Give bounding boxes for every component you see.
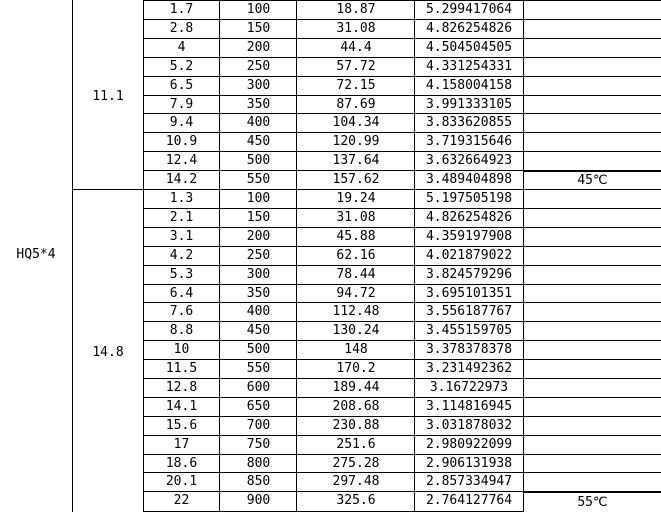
power-cell[interactable]: 104.34 (332, 115, 380, 130)
efficiency-cell[interactable]: 3.16722973 (429, 380, 509, 395)
power-cell[interactable]: 87.69 (336, 97, 376, 112)
speed-cell[interactable]: 800 (246, 456, 271, 471)
current-cell[interactable]: 9.4 (169, 115, 194, 130)
table-row (144, 189, 661, 208)
speed-cell[interactable]: 150 (246, 21, 271, 36)
power-cell[interactable]: 45.88 (336, 229, 376, 244)
current-cell[interactable]: 1.3 (169, 191, 194, 206)
current-cell[interactable]: 3.1 (169, 229, 194, 244)
table-row (144, 397, 661, 416)
current-cell[interactable]: 5.3 (169, 267, 194, 282)
table-row (144, 132, 661, 151)
temperature-note-group-2[interactable]: 55℃ (577, 495, 608, 510)
border-col-a (72, 0, 73, 512)
table-row (144, 472, 661, 491)
voltage-cell-group-2[interactable]: 14.8 (92, 345, 124, 360)
power-cell[interactable]: 112.48 (332, 304, 380, 319)
efficiency-cell[interactable]: 4.331254331 (425, 59, 513, 74)
power-cell[interactable]: 157.62 (332, 172, 380, 187)
current-cell[interactable]: 10.9 (165, 134, 198, 149)
table-row (144, 359, 661, 378)
current-cell[interactable]: 18.6 (165, 456, 198, 471)
current-cell[interactable]: 1.7 (169, 2, 194, 17)
table-row (144, 227, 661, 246)
current-cell[interactable]: 7.9 (169, 97, 194, 112)
table-row (144, 0, 661, 19)
speed-cell[interactable]: 200 (246, 40, 271, 55)
current-cell[interactable]: 6.4 (169, 286, 194, 301)
speed-cell[interactable]: 100 (246, 191, 271, 206)
speed-cell[interactable]: 900 (246, 493, 271, 508)
current-cell[interactable]: 14.1 (165, 399, 198, 414)
table-row (144, 454, 661, 473)
efficiency-cell[interactable]: 3.489404898 (425, 172, 513, 187)
speed-cell[interactable]: 300 (246, 267, 271, 282)
efficiency-cell[interactable]: 3.031878032 (425, 418, 513, 433)
speed-cell[interactable]: 350 (246, 286, 271, 301)
efficiency-cell[interactable]: 2.857334947 (425, 474, 513, 489)
power-cell[interactable]: 208.68 (332, 399, 380, 414)
power-cell[interactable]: 130.24 (332, 323, 380, 338)
group-separator (72, 189, 144, 190)
power-cell[interactable]: 230.88 (332, 418, 380, 433)
speed-cell[interactable]: 250 (246, 59, 271, 74)
current-cell[interactable]: 12.4 (165, 153, 198, 168)
current-cell[interactable]: 2.8 (169, 21, 194, 36)
table-row (144, 321, 661, 340)
table-row (144, 378, 661, 397)
speed-cell[interactable]: 350 (246, 97, 271, 112)
table-row (144, 38, 661, 57)
efficiency-cell[interactable]: 3.695101351 (425, 286, 513, 301)
speed-cell[interactable]: 600 (246, 380, 271, 395)
table-row (144, 284, 661, 303)
efficiency-cell[interactable]: 3.632664923 (425, 153, 513, 168)
efficiency-cell[interactable]: 3.378378378 (425, 342, 513, 357)
table-row (144, 113, 661, 132)
efficiency-cell[interactable]: 3.114816945 (425, 399, 513, 414)
speed-cell[interactable]: 250 (246, 248, 271, 263)
table-row (144, 19, 661, 38)
efficiency-cell[interactable]: 3.455159705 (425, 323, 513, 338)
current-cell[interactable]: 20.1 (165, 474, 198, 489)
efficiency-cell[interactable]: 3.719315646 (425, 134, 513, 149)
current-cell[interactable]: 2.1 (169, 210, 194, 225)
speed-cell[interactable]: 500 (246, 342, 271, 357)
speed-cell[interactable]: 450 (246, 134, 271, 149)
efficiency-cell[interactable]: 4.504504505 (425, 40, 513, 55)
current-cell[interactable]: 14.2 (165, 172, 198, 187)
table-row (144, 95, 661, 114)
power-cell[interactable]: 120.99 (332, 134, 380, 149)
efficiency-cell[interactable]: 3.991333105 (425, 97, 513, 112)
table-row (144, 265, 661, 284)
power-cell[interactable]: 31.08 (336, 210, 376, 225)
power-cell[interactable]: 170.2 (336, 361, 376, 376)
temperature-note-group-1[interactable]: 45℃ (577, 173, 608, 188)
speed-cell[interactable]: 550 (246, 361, 271, 376)
power-cell[interactable]: 148 (344, 342, 368, 357)
power-cell[interactable]: 57.72 (336, 59, 376, 74)
power-cell[interactable]: 18.87 (336, 2, 376, 17)
table-row (144, 170, 661, 189)
current-cell[interactable]: 6.5 (169, 78, 194, 93)
speed-cell[interactable]: 750 (246, 437, 271, 452)
power-cell[interactable]: 275.28 (332, 456, 380, 471)
efficiency-cell[interactable]: 5.197505198 (425, 191, 513, 206)
table-row (144, 76, 661, 95)
table-row (144, 302, 661, 321)
speed-cell[interactable]: 300 (246, 78, 271, 93)
power-cell[interactable]: 31.08 (336, 21, 376, 36)
current-cell[interactable]: 8.8 (169, 323, 194, 338)
power-cell[interactable]: 189.44 (332, 380, 380, 395)
power-cell[interactable]: 94.72 (336, 286, 376, 301)
table-row (144, 435, 661, 454)
power-cell[interactable]: 44.4 (340, 40, 372, 55)
efficiency-cell[interactable]: 3.833620855 (425, 115, 513, 130)
table-row (144, 151, 661, 170)
current-cell[interactable]: 10 (173, 342, 190, 357)
table-row (144, 416, 661, 435)
speed-cell[interactable]: 700 (246, 418, 271, 433)
current-cell[interactable]: 12.8 (165, 380, 198, 395)
current-cell[interactable]: 4 (177, 40, 186, 55)
current-cell[interactable]: 15.6 (165, 418, 198, 433)
voltage-cell-group-1[interactable]: 11.1 (92, 89, 124, 104)
speed-cell[interactable]: 400 (246, 304, 271, 319)
speed-cell[interactable]: 150 (246, 210, 271, 225)
current-cell[interactable]: 17 (173, 437, 190, 452)
current-cell[interactable]: 5.2 (169, 59, 194, 74)
power-cell[interactable]: 72.15 (336, 78, 376, 93)
power-cell[interactable]: 137.64 (332, 153, 380, 168)
speed-cell[interactable]: 200 (246, 229, 271, 244)
power-cell[interactable]: 78.44 (336, 267, 376, 282)
current-cell[interactable]: 7.6 (169, 304, 194, 319)
efficiency-cell[interactable]: 4.158004158 (425, 78, 513, 93)
efficiency-cell[interactable]: 3.824579296 (425, 267, 513, 282)
speed-cell[interactable]: 650 (246, 399, 271, 414)
efficiency-cell[interactable]: 2.764127764 (425, 493, 513, 508)
speed-cell[interactable]: 850 (246, 474, 271, 489)
efficiency-cell[interactable]: 5.299417064 (425, 2, 513, 17)
model-cell[interactable]: HQ5*4 (16, 247, 56, 262)
table-row (144, 246, 661, 265)
power-cell[interactable]: 62.16 (336, 248, 376, 263)
efficiency-cell[interactable]: 3.231492362 (425, 361, 513, 376)
speed-cell[interactable]: 500 (246, 153, 271, 168)
speed-cell[interactable]: 100 (246, 2, 271, 17)
speed-cell[interactable]: 450 (246, 323, 271, 338)
power-cell[interactable]: 19.24 (336, 191, 376, 206)
speed-cell[interactable]: 550 (246, 172, 271, 187)
efficiency-cell[interactable]: 4.826254826 (425, 210, 513, 225)
table-row (144, 57, 661, 76)
power-cell[interactable]: 251.6 (336, 437, 376, 452)
efficiency-cell[interactable]: 2.906131938 (425, 456, 513, 471)
power-cell[interactable]: 325.6 (336, 493, 376, 508)
power-cell[interactable]: 297.48 (332, 474, 380, 489)
efficiency-cell[interactable]: 4.359197908 (425, 229, 513, 244)
table-row (144, 208, 661, 227)
table-row (144, 340, 661, 359)
efficiency-cell[interactable]: 4.826254826 (425, 21, 513, 36)
efficiency-cell[interactable]: 3.556187767 (425, 304, 513, 319)
efficiency-cell[interactable]: 4.021879022 (425, 248, 513, 263)
table-row (144, 491, 661, 510)
current-cell[interactable]: 11.5 (165, 361, 198, 376)
current-cell[interactable]: 4.2 (169, 248, 194, 263)
current-cell[interactable]: 22 (173, 493, 190, 508)
speed-cell[interactable]: 400 (246, 115, 271, 130)
efficiency-cell[interactable]: 2.980922099 (425, 437, 513, 452)
